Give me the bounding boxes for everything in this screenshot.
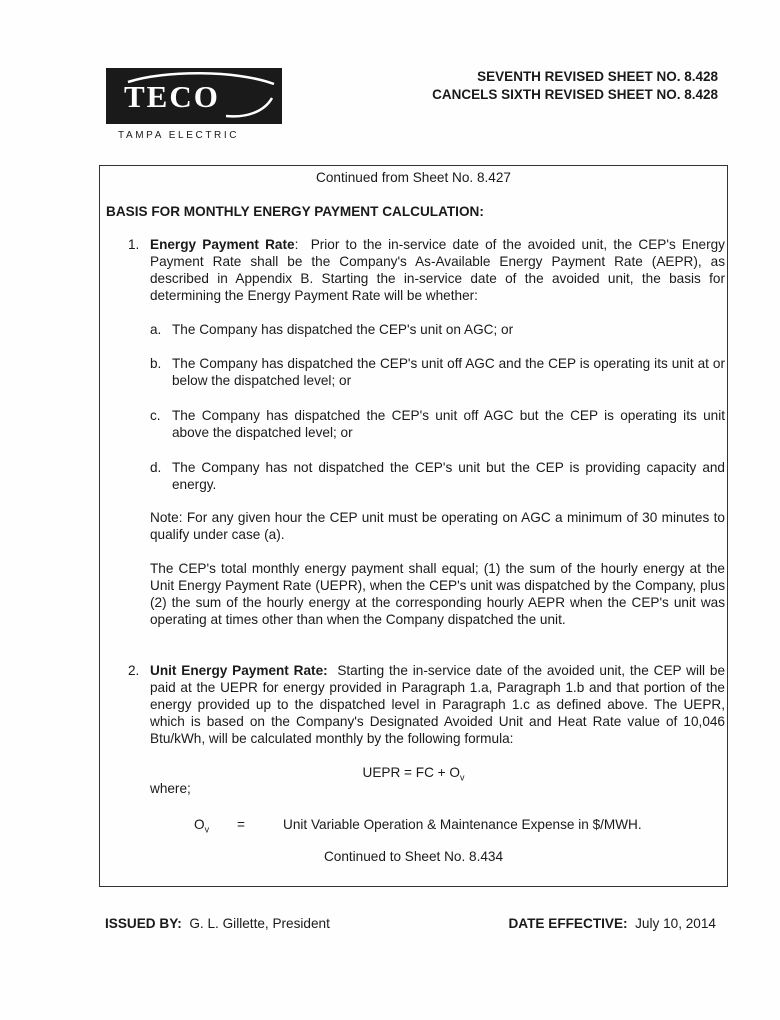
item-b-label: b. <box>150 356 162 371</box>
content-frame <box>99 165 728 887</box>
item-c-label: c. <box>150 408 161 423</box>
issued-by: ISSUED BY: G. L. Gillette, President <box>105 916 330 931</box>
logo-subtitle: TAMPA ELECTRIC <box>118 130 240 141</box>
sheet-number: SEVENTH REVISED SHEET NO. 8.428 <box>477 69 718 84</box>
item1-paragraph: Energy Payment Rate: Prior to the in-service date of the avoided unit, the CEP's Energy Payment Rate shall be the Company's As-Available Energy Payment Rate (AEPR), as described in Appendix B. Starting the in-service date of the avoided unit, the basis for determining the Energy Payment Rate will be whether: <box>150 237 725 303</box>
section-title: BASIS FOR MONTHLY ENERGY PAYMENT CALCULATION: <box>106 204 484 219</box>
uepr-formula: UEPR = FC + $O_v$ <box>362 765 465 783</box>
sheet-cancels: CANCELS SIXTH REVISED SHEET NO. 8.428 <box>432 87 718 102</box>
company-logo <box>106 68 282 124</box>
item2-number: 2. <box>128 663 140 678</box>
item1-number: 1. <box>128 237 140 252</box>
definition-equals: = <box>237 817 245 832</box>
item-b-text: The Company has dispatched the CEP's unit off AGC and the CEP is operating its unit at or below the dispatched level; or <box>172 356 725 388</box>
item2-paragraph: Unit Energy Payment Rate: Starting the in-service date of the avoided unit, the CEP will be paid at the UEPR for energy provided in Paragraph 1.a, Paragraph 1.b and that portion of the energy provided up to the dispatched level in Paragraph 1.c as defined above. The UEPR, which is based on the Company's Designated Avoided Unit and Heat Rate value of 10,046 Btu/kWh, will be calculated monthly by the following formula: <box>150 663 726 746</box>
item-a-label: a. <box>150 322 162 337</box>
item-a-text: The Company has dispatched the CEP's unit on AGC; or <box>172 322 514 337</box>
definition-text: Unit Variable Operation & Maintenance Expense in $/MWH. <box>283 817 642 832</box>
date-effective: DATE EFFECTIVE: July 10, 2014 <box>508 916 716 931</box>
item-d-text: The Company has not dispatched the CEP's unit but the CEP is providing capacity and energy. <box>172 460 725 492</box>
item-d-label: d. <box>150 460 162 475</box>
where-label: where; <box>150 781 191 796</box>
continued-to: Continued to Sheet No. 8.434 <box>323 849 504 864</box>
logo-text: TECO <box>124 79 220 114</box>
sheet-header <box>432 68 718 104</box>
definition-symbol: $O_v$ <box>194 817 210 835</box>
total-payment-paragraph: The CEP's total monthly energy payment shall equal; (1) the sum of the hourly energy at the Unit Energy Payment Rate (UEPR), when the CEP's unit was dispatched by the Company, plus (2) the sum of the hourly energy at the corresponding hourly AEPR when the CEP's unit was operating at times other than when the Company dispatched the unit. <box>150 561 725 627</box>
note-paragraph: Note: For any given hour the CEP unit must be operating on AGC a minimum of 30 minutes to qualify under case (a). <box>150 510 725 542</box>
continued-from: Continued from Sheet No. 8.427 <box>316 170 511 185</box>
item-c-text: The Company has dispatched the CEP's unit off AGC but the CEP is operating its unit above the dispatched level; or <box>172 408 725 440</box>
